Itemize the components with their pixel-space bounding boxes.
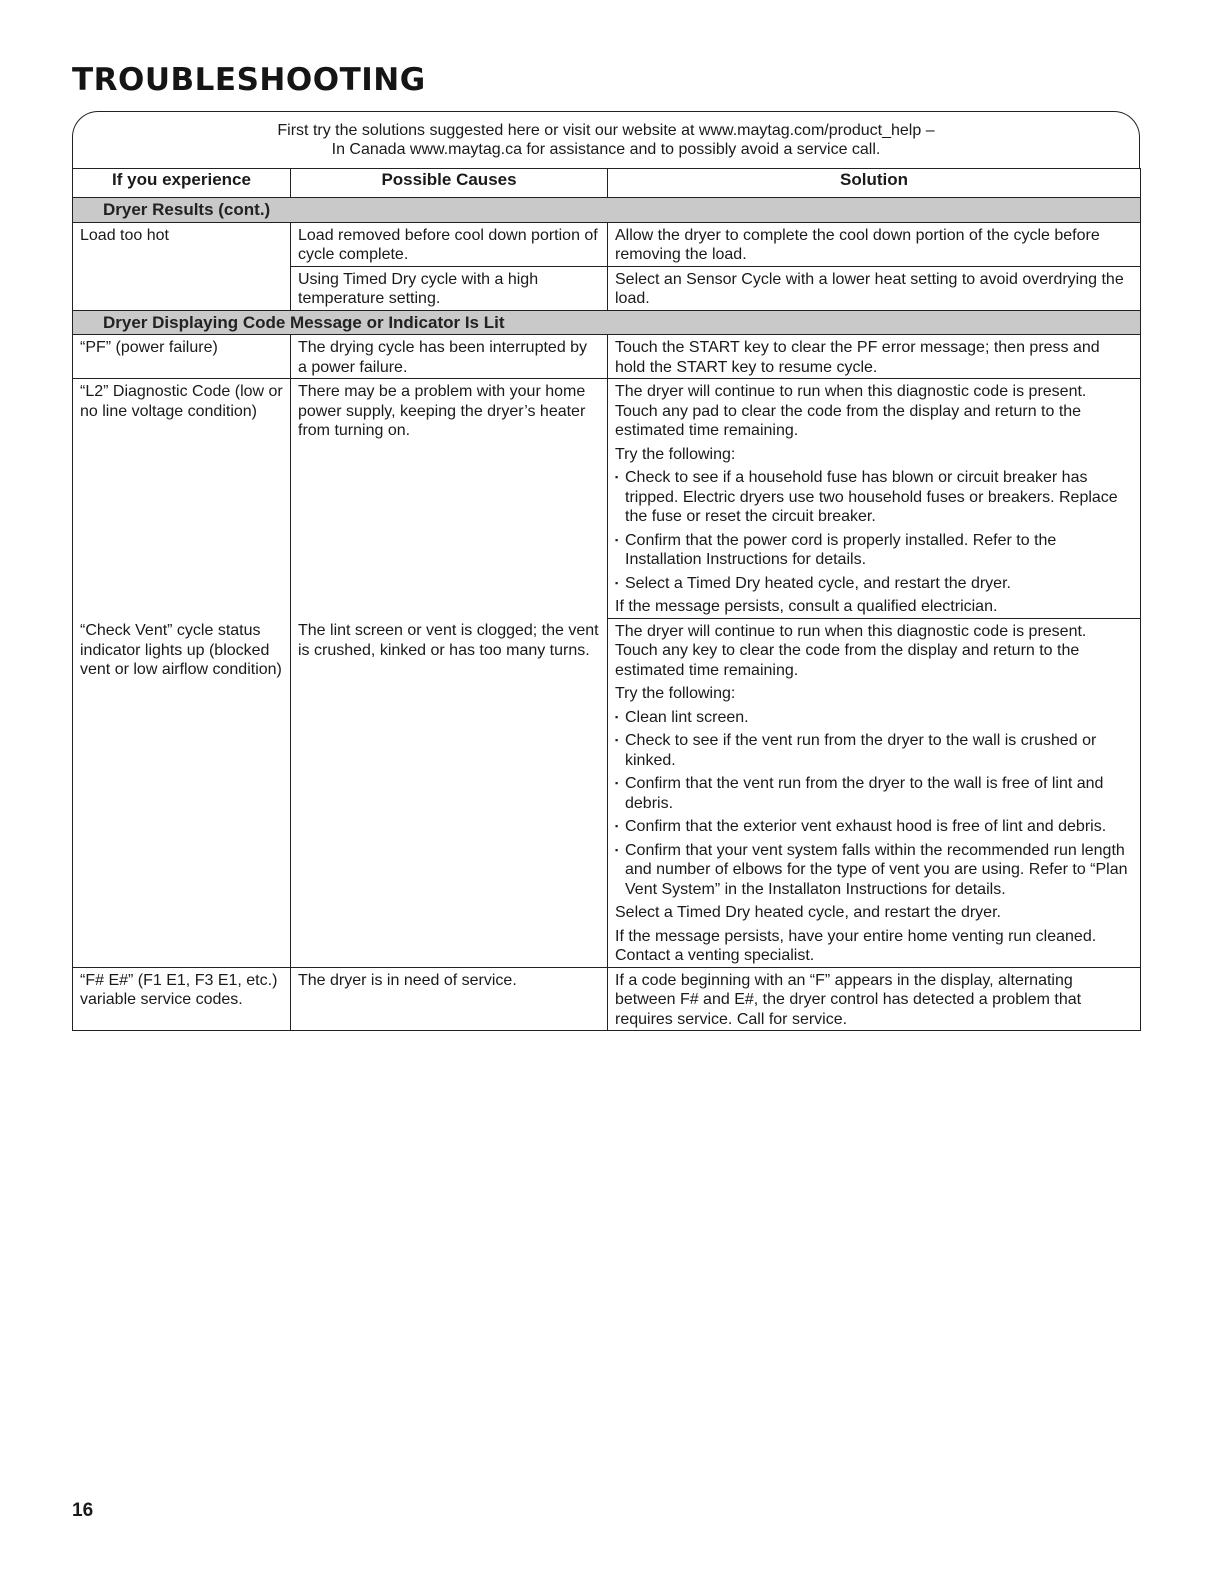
table-header-row: [73, 169, 1141, 198]
solution-text: The dryer will continue to run when this diagnostic code is present. Touch any key to clear the code from the display and return to the estimated time remaining.: [615, 622, 1087, 679]
experience-text: “F# E#” (F1 E1, F3 E1, etc.) variable service codes.: [80, 971, 278, 1008]
solution-text: Try the following:: [615, 445, 736, 463]
solution-cell: [608, 266, 1141, 310]
solution-bullet: ▪ Clean lint screen.: [615, 708, 1133, 728]
cause-cell: [291, 222, 608, 266]
experience-text: “L2” Diagnostic Code (low or no line voltage condition): [80, 383, 283, 420]
cause-cell: [291, 335, 608, 379]
solution-text: Select a Timed Dry heated cycle, and restart the dryer.: [615, 904, 1001, 921]
intro-line-1: First try the solutions suggested here or visit our website at www.maytag.com/product_help –: [277, 122, 935, 139]
cause-text: The drying cycle has been interrupted by a power failure.: [298, 339, 588, 376]
page-title: TROUBLESHOOTING: [72, 62, 426, 98]
solution-bullet: ▪ Confirm that the exterior vent exhaust hood is free of lint and debris.: [615, 817, 1133, 837]
experience-cell: [73, 335, 291, 379]
solution-bullet: ▪ Check to see if a household fuse has blown or circuit breaker has tripped. Electric dryers use two household fuses or breakers. Replace the fuse or reset the circuit breaker.: [615, 468, 1133, 527]
cause-text: The lint screen or vent is clogged; the vent is crushed, kinked or has too many turns.: [298, 622, 599, 659]
solution-cell: [608, 967, 1141, 1031]
cause-text: Load removed before cool down portion of cycle complete.: [298, 226, 598, 263]
experience-text: Load too hot: [80, 226, 169, 244]
table-row: [73, 335, 1141, 379]
experience-cell: [73, 618, 291, 967]
solution-text: If a code beginning with an “F” appears in the display, alternating between F# and E#, the dryer control has detected a problem that requires service. Call for service.: [615, 971, 1082, 1028]
intro-box: [72, 111, 1140, 169]
section-header-dryer-results: [73, 198, 1141, 223]
solution-text: If the message persists, have your entire home venting run cleaned. Contact a venting specialist.: [615, 927, 1097, 964]
experience-text: “PF” (power failure): [80, 339, 218, 356]
cause-cell: [291, 266, 608, 310]
solution-cell: [608, 335, 1141, 379]
table-row: [73, 967, 1141, 1031]
solution-text: If the message persists, consult a qualified electrician.: [615, 598, 998, 615]
table-row: [73, 222, 1141, 266]
cause-text: There may be a problem with your home power supply, keeping the dryer’s heater from turning on.: [298, 383, 586, 439]
solution-text: Select an Sensor Cycle with a lower heat setting to avoid overdrying the load.: [615, 270, 1124, 307]
section-header-code-message: [73, 310, 1141, 335]
solution-text: Try the following:: [615, 685, 736, 702]
section-title: Dryer Results (cont.): [73, 198, 1141, 223]
experience-cell: [73, 379, 291, 619]
solution-bullet: ▪ Check to see if the vent run from the dryer to the wall is crushed or kinked.: [615, 731, 1133, 770]
solution-text: Touch the START key to clear the PF error message; then press and hold the START key to resume cycle.: [615, 339, 1100, 376]
cause-cell: [291, 618, 608, 967]
solution-text: Allow the dryer to complete the cool down portion of the cycle before removing the load.: [615, 226, 1100, 263]
solution-cell: [608, 222, 1141, 266]
experience-cell: [73, 222, 291, 310]
section-title: Dryer Displaying Code Message or Indicator Is Lit: [73, 310, 1141, 335]
troubleshooting-table: [72, 168, 1141, 1031]
solution-bullet: ▪ Confirm that your vent system falls within the recommended run length and number of elbows for the type of vent you are using. Refer to “Plan Vent System” in the Installaton Instructions for details.: [615, 841, 1133, 900]
cause-cell: [291, 967, 608, 1031]
cause-cell: [291, 379, 608, 619]
experience-text: “Check Vent” cycle status indicator lights up (blocked vent or low airflow condition): [80, 622, 282, 678]
header-causes: Possible Causes: [291, 169, 608, 198]
solution-bullet: ▪ Confirm that the vent run from the dryer to the wall is free of lint and debris.: [615, 774, 1133, 813]
solution-bullet: ▪ Select a Timed Dry heated cycle, and restart the dryer.: [615, 574, 1133, 594]
experience-cell: [73, 967, 291, 1031]
solution-bullet: ▪ Confirm that the power cord is properly installed. Refer to the Installation Instructions for details.: [615, 531, 1133, 570]
intro-line-2: In Canada www.maytag.ca for assistance and to possibly avoid a service call.: [331, 141, 881, 158]
table-row: [73, 618, 1141, 967]
header-experience: If you experience: [73, 169, 291, 198]
table-row: [73, 379, 1141, 619]
page-number: 16: [72, 1500, 94, 1521]
header-solution: Solution: [608, 169, 1141, 198]
solution-text: The dryer will continue to run when this diagnostic code is present. Touch any pad to clear the code from the display and return to the estimated time remaining.: [615, 383, 1087, 439]
solution-cell: [608, 379, 1141, 619]
cause-text: Using Timed Dry cycle with a high temperature setting.: [298, 270, 539, 307]
cause-text: The dryer is in need of service.: [298, 971, 517, 989]
solution-cell: [608, 618, 1141, 967]
